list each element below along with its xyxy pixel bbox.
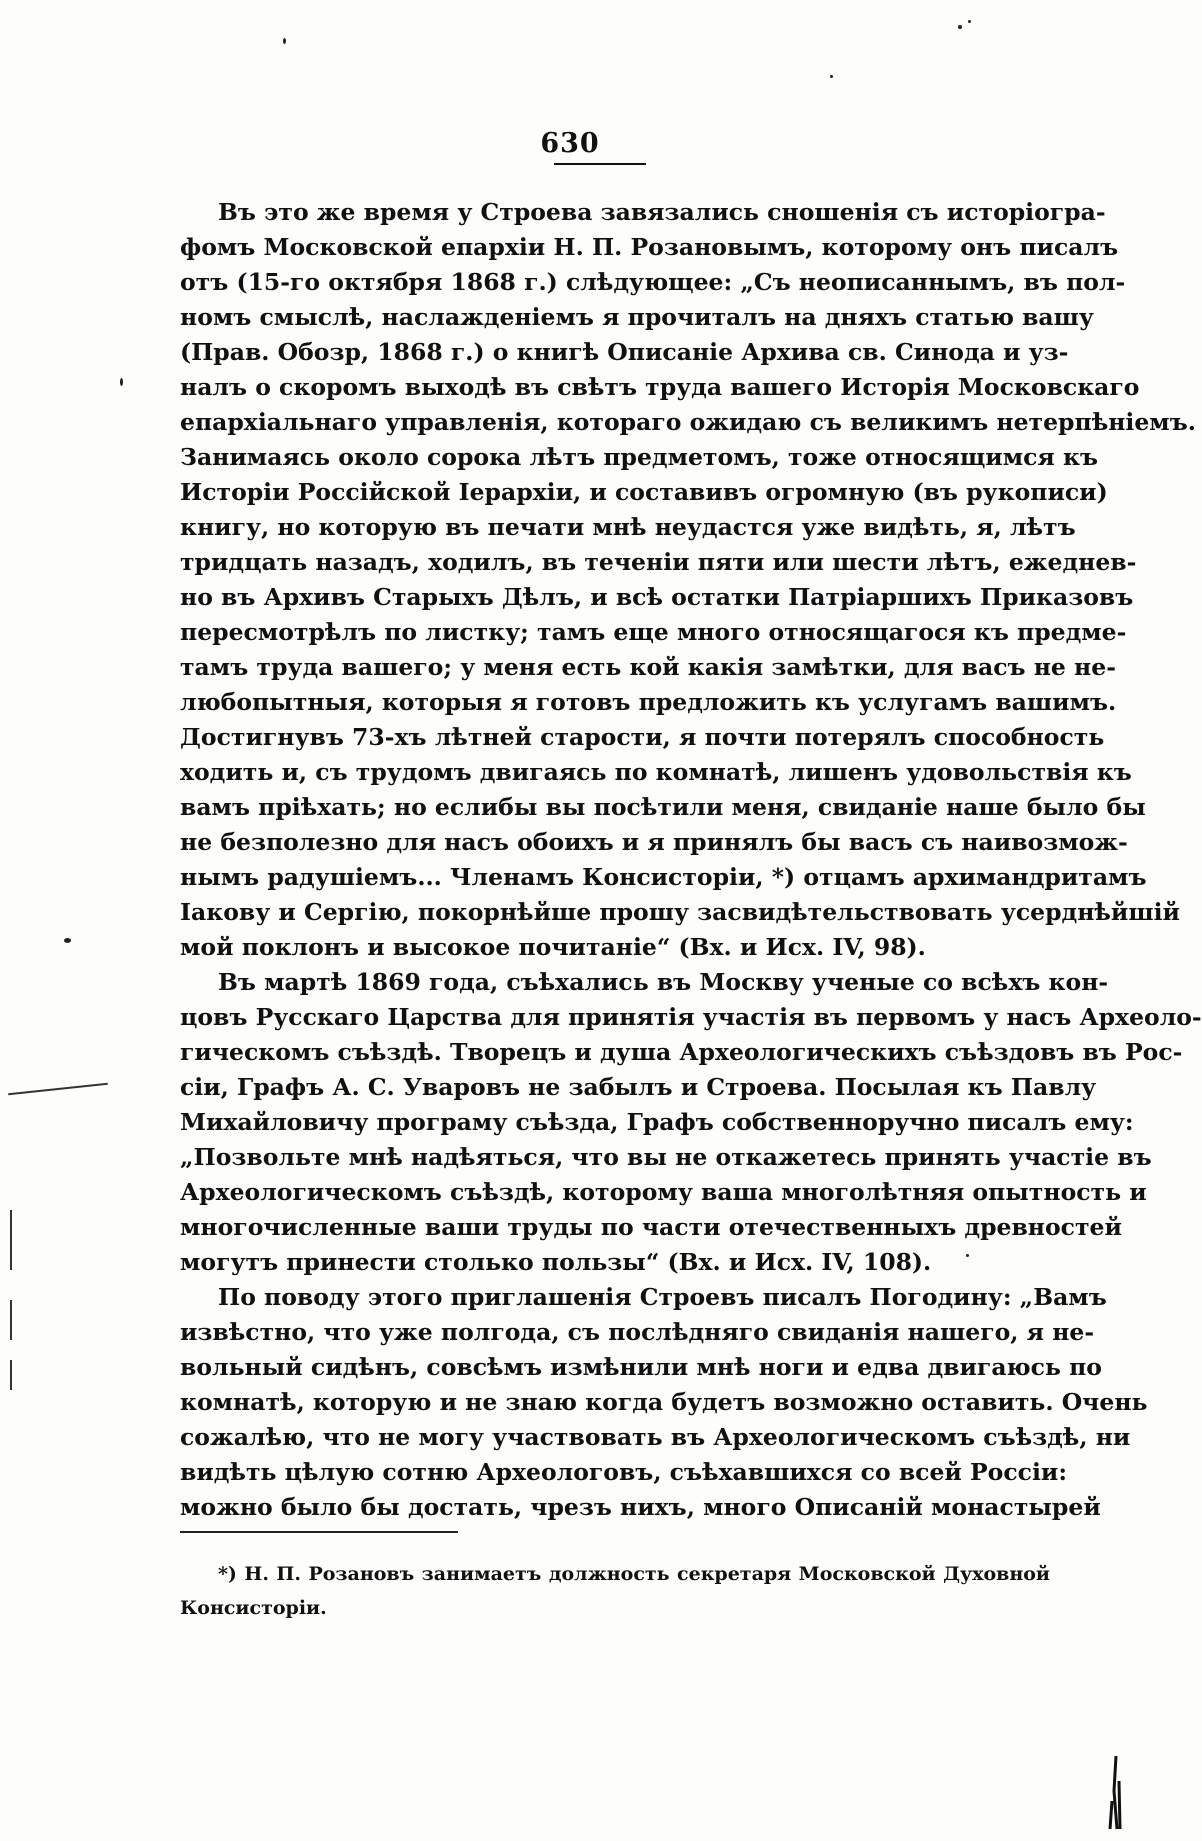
text-line: Археологическомъ съѣздѣ, которому ваша многолѣтняя опытность и [180, 1178, 1147, 1206]
text-line: но въ Архивъ Старыхъ Дѣлъ, и всѣ остатки Патріаршихъ Приказовъ [180, 583, 1134, 611]
text-line: нымъ радушіемъ... Членамъ Консисторіи, *) отцамъ архимандритамъ [180, 863, 1147, 891]
scan-speck [966, 1254, 969, 1257]
scan-speck [958, 25, 962, 29]
text-line: номъ смыслѣ, наслажденіемъ я прочиталъ на дняхъ статью вашу [180, 303, 1094, 331]
page-number-rule [554, 163, 646, 165]
text-line: гическомъ съѣздѣ. Творецъ и душа Археологическихъ съѣздовъ въ Рос- [180, 1038, 1183, 1066]
text-line: епархіальнаго управленія, котораго ожидаю съ великимъ нетерпѣніемъ. [180, 408, 1196, 436]
scan-speck [120, 378, 123, 386]
text-line: ходить и, съ трудомъ двигаясь по комнатѣ, лишенъ удовольствія къ [180, 758, 1132, 786]
text-line: налъ о скоромъ выходѣ въ свѣтъ труда вашего Исторія Московскаго [180, 373, 1140, 401]
text-line: любопытныя, которыя я готовъ предложить къ услугамъ вашимъ. [180, 688, 1117, 716]
text-line: Іакову и Сергію, покорнѣйше прошу засвидѣтельствовать усерднѣйшій [180, 898, 1180, 926]
text-line: Михайловичу програму съѣзда, Графъ собственноручно писалъ ему: [180, 1108, 1134, 1136]
body-text [180, 195, 1202, 1525]
text-line: мой поклонъ и высокое почитаніе“ (Вх. и Исх. IV, 98). [180, 933, 926, 961]
footnote-separator [180, 1531, 458, 1533]
scan-speck [830, 75, 833, 78]
text-line: цовъ Русскаго Царства для принятія участія въ первомъ у насъ Археоло- [180, 1003, 1202, 1031]
text-line: Исторіи Россійской Іерархіи, и составивъ огромную (въ рукописи) [180, 478, 1108, 506]
text-line: не безполезно для насъ обоихъ и я принялъ бы васъ съ наивозмож- [180, 828, 1128, 856]
footnote [180, 1557, 1050, 1625]
text-line: (Прав. Обозр, 1868 г.) о книгѣ Описаніе Архива св. Синода и уз- [180, 338, 1069, 366]
margin-stroke [10, 1360, 12, 1390]
text-line: тамъ труда вашего; у меня есть кой какія замѣтки, для васъ не не- [180, 653, 1116, 681]
binding-mark-icon [1102, 1751, 1122, 1831]
footnote-line: Консисторіи. [180, 1597, 327, 1619]
text-line: вольный сидѣнъ, совсѣмъ измѣнили мнѣ ноги и едва двигаюсь по [180, 1353, 1102, 1381]
text-line: тридцать назадъ, ходилъ, въ теченіи пяти или шести лѣтъ, ежеднев- [180, 548, 1137, 576]
margin-stroke [10, 1300, 12, 1340]
text-line: комнатѣ, которую и не знаю когда будетъ возможно оставить. Очень [180, 1388, 1148, 1416]
text-line: извѣстно, что уже полгода, съ послѣдняго свиданія нашего, я не- [180, 1318, 1095, 1346]
scan-speck [968, 20, 971, 23]
margin-stroke [8, 1083, 108, 1095]
text-line: сіи, Графъ А. С. Уваровъ не забылъ и Строева. Посылая къ Павлу [180, 1073, 1097, 1101]
text-line: Въ это же время у Строева завязались сношенія съ исторіогра- [218, 198, 1106, 226]
text-line: можно было бы достать, чрезъ нихъ, много Описаній монастырей [180, 1493, 1101, 1521]
text-line: видѣть цѣлую сотню Археологовъ, съѣхавшихся со всей Россіи: [180, 1458, 1068, 1486]
text-line: отъ (15-го октября 1868 г.) слѣдующее: „Съ неописаннымъ, въ пол- [180, 268, 1126, 296]
page-number: 630 [540, 128, 600, 159]
footnote-line: *) Н. П. Розановъ занимаетъ должность секретаря Московской Духовной [218, 1563, 1050, 1585]
text-line: Въ мартѣ 1869 года, съѣхались въ Москву ученые со всѣхъ кон- [218, 968, 1109, 996]
text-line: могутъ принести столько пользы“ (Вх. и Исх. IV, 108). [180, 1248, 932, 1276]
text-line: пересмотрѣлъ по листку; тамъ еще много относящагося къ предме- [180, 618, 1127, 646]
text-line: По поводу этого приглашенія Строевъ писалъ Погодину: „Вамъ [218, 1283, 1107, 1311]
margin-stroke [10, 1210, 12, 1270]
text-line: „Позвольте мнѣ надѣяться, что вы не откажетесь принять участіе въ [180, 1143, 1152, 1171]
text-line: фомъ Московской епархіи Н. П. Розановымъ, которому онъ писалъ [180, 233, 1119, 261]
scan-speck [64, 938, 71, 943]
text-line: Занимаясь около сорока лѣтъ предметомъ, тоже относящимся къ [180, 443, 1098, 471]
text-line: книгу, но которую въ печати мнѣ неудастся уже видѣть, я, лѣтъ [180, 513, 1076, 541]
scan-speck [283, 38, 286, 44]
text-line: многочисленные ваши труды по части отечественныхъ древностей [180, 1213, 1122, 1241]
text-line: вамъ пріѣхать; но еслибы вы посѣтили меня, свиданіе наше было бы [180, 793, 1146, 821]
text-line: сожалѣю, что не могу участвовать въ Археологическомъ съѣздѣ, ни [180, 1423, 1131, 1451]
text-line: Достигнувъ 73-хъ лѣтней старости, я почти потерялъ способность [180, 723, 1105, 751]
